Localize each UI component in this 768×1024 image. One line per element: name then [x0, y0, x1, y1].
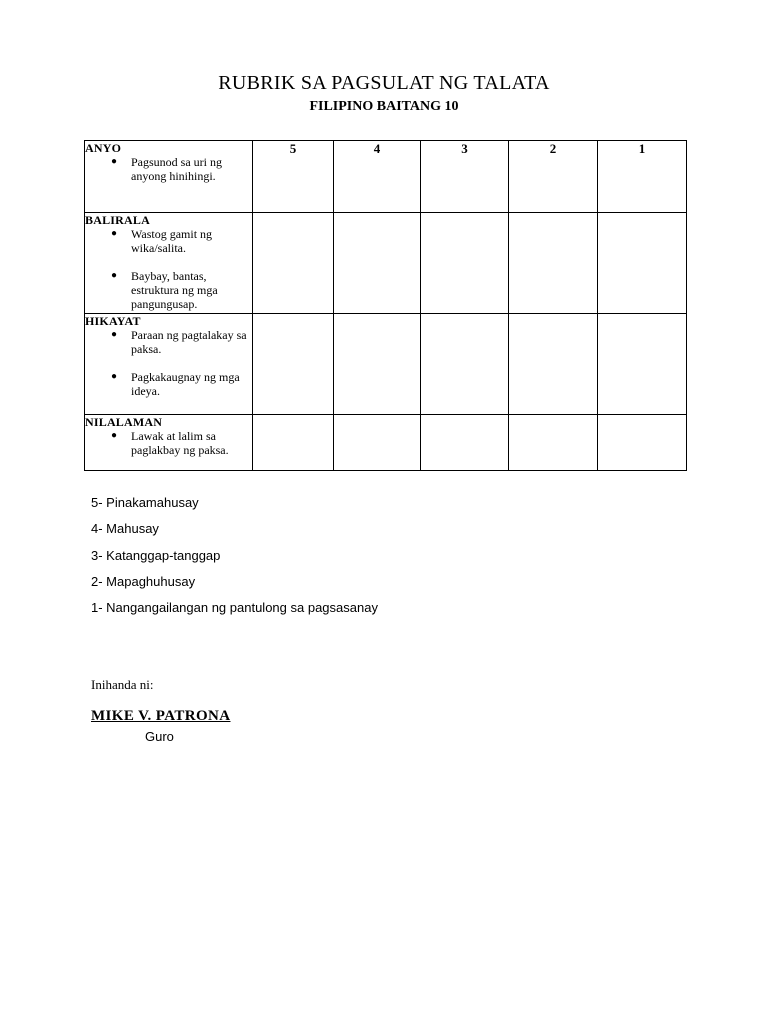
criteria-item [111, 227, 252, 255]
legend-item-3: 3- Katanggap-tanggap [91, 548, 221, 563]
criteria-name: ANYO [85, 141, 122, 155]
score-cell [509, 213, 598, 314]
score-cell [334, 213, 421, 314]
bullet-icon: ● [111, 270, 118, 281]
criteria-cell [85, 415, 253, 471]
score-cell [598, 213, 687, 314]
score-cell [253, 213, 334, 314]
score-cell [421, 314, 509, 415]
criteria-item-text: Wastog gamit ng wika/salita. [131, 227, 213, 255]
bullet-icon: ● [111, 430, 118, 441]
score-cell [421, 213, 509, 314]
teacher-name: MIKE V. PATRONA [91, 708, 231, 724]
legend-item-1: 1- Nangangailangan ng pantulong sa pagsasanay [91, 600, 378, 615]
criteria-name: HIKAYAT [85, 314, 141, 328]
rubric-table [84, 140, 687, 471]
document-subtitle: FILIPINO BAITANG 10 [309, 99, 459, 114]
rubric-row-nilalaman [85, 415, 687, 471]
bullet-icon: ● [111, 329, 118, 340]
rubric-row-balirala [85, 213, 687, 314]
criteria-cell [85, 314, 253, 415]
score-cell [334, 415, 421, 471]
score-cell [598, 314, 687, 415]
score-header-3: 3 [421, 141, 509, 213]
score-cell [509, 415, 598, 471]
score-header-5: 5 [253, 141, 334, 213]
criteria-item [111, 328, 252, 356]
score-cell [421, 415, 509, 471]
legend-item-4: 4- Mahusay [91, 521, 159, 536]
teacher-role: Guro [145, 729, 174, 744]
score-header-2: 2 [509, 141, 598, 213]
legend-item-2: 2- Mapaghuhusay [91, 574, 196, 589]
score-header-4: 4 [334, 141, 421, 213]
rubric-row-anyo [85, 141, 687, 213]
prepared-by-label: Inihanda ni: [91, 677, 154, 692]
criteria-item-text: Baybay, bantas, estruktura ng mga pangungusap. [131, 269, 218, 311]
rubric-row-hikayat [85, 314, 687, 415]
bullet-icon: ● [111, 228, 118, 239]
criteria-item [111, 155, 252, 183]
criteria-item [111, 429, 252, 457]
criteria-item-text: Pagkakaugnay ng mga ideya. [131, 370, 240, 398]
criteria-item-text: Pagsunod sa uri ng anyong hinihingi. [131, 155, 222, 183]
criteria-cell [85, 141, 253, 213]
criteria-item-text: Paraan ng pagtalakay sa paksa. [131, 328, 247, 356]
bullet-icon: ● [111, 371, 118, 382]
score-header-1: 1 [598, 141, 687, 213]
criteria-cell [85, 213, 253, 314]
score-cell [253, 415, 334, 471]
criteria-name: BALIRALA [85, 213, 150, 227]
legend-item-5: 5- Pinakamahusay [91, 495, 199, 510]
criteria-item [111, 269, 252, 311]
criteria-item-text: Lawak at lalim sa paglakbay ng paksa. [131, 429, 229, 457]
bullet-icon: ● [111, 156, 118, 167]
score-cell [334, 314, 421, 415]
score-cell [598, 415, 687, 471]
criteria-item [111, 370, 252, 398]
document-title: RUBRIK SA PAGSULAT NG TALATA [218, 72, 550, 94]
criteria-name: NILALAMAN [85, 415, 163, 429]
score-cell [253, 314, 334, 415]
score-cell [509, 314, 598, 415]
